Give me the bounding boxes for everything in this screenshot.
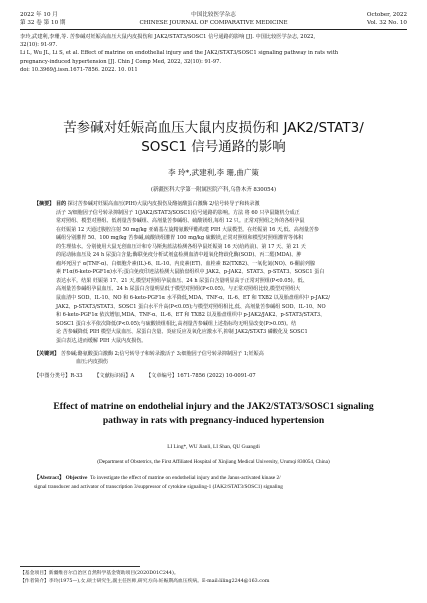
keywords-cn (34, 350, 405, 367)
title-en-line: Effect of matrine on endothelial injury and the JAK2/STAT3/SOSC1 signaling (53, 401, 374, 412)
abstract-line: 素 F1α(6-keto-PGF1α)水平;蛋白免疫印迹法检测大鼠胎盘组织中 JAK2、p-JAK2、STAT3、p-STAT3、SOSC1 蛋白 (56, 269, 325, 276)
doi-link[interactable]: doi: 10.3969/j.issn.1671-7856. 2022. 10. 011 (20, 66, 138, 73)
abstract-en (34, 474, 405, 492)
abstract-line: 论 苦参碱降低 PIH 模型大鼠血压、尿蛋白含量、炎症反应及氧化应激水平,抑制 JAK2/STAT3 磷酸化及 SOSC1 (56, 329, 308, 336)
title-en-line: pathway in rats with pregnancy-induced hypertension (102, 415, 325, 426)
abstract-line: JAK2、p-STAT3/STAT3、SOSC1 蛋白水平升高(P<0.05);与模型对照组相比,低、高剂量苦参碱组 SOD、IL-10、NO (56, 303, 326, 310)
affiliation-cn: (新疆医科大学第一附属医院产科,乌鲁木齐 830054) (150, 187, 277, 193)
journal-name-en: CHINESE JOURNAL OF COMPARATIVE MEDICINE (139, 20, 288, 26)
abstract-line: 活子 3/细胞因子信号转录抑制因子 1(JAK2/STAT3/SOSC1)信号通路的影响。方法 将 60 只孕鼠随机分成正 (56, 209, 300, 216)
affiliation-en: (Department of Obstetrics, the First Affiliated Hospital of Xinjiang Medical University, Urumqi 830054, China) (97, 459, 330, 465)
abstract-line: SOSC1 蛋白水平依次降低(P<0.05);与硫酸镁组相比,高剂量苦参碱组上述指标均无明显改变(P>0.05)。结 (56, 320, 297, 327)
article-meta-cn (34, 372, 405, 379)
abstract-line: 的尾动脉血压及 24 h 尿蛋白含量;酶联免疫分析试剂盒检测血清中超氧化物歧化酶(SOD)、丙二醛(MDA)、肿 (56, 252, 302, 259)
article-number: 【文章编号】1671-7856 (2022) 10-0091-07 (145, 373, 256, 379)
abstract-line: 碱组分别灌胃 50、100 mg/kg 苦参碱,硫酸镁组灌胃 100 mg/kg 硫酸镁,正常对照组和模型对照组灌胃等体积 (56, 235, 304, 242)
citation-line: 李玲,武建利,李珊,等. 苦参碱对妊娠高血压大鼠内皮损伤和 JAK2/STAT3/SOSC1 信号通路的影响 [J]. 中国比较医学杂志, 2022, (20, 34, 316, 40)
abstract-en-line: To investigate the effect of matrine on endothelial injury and the Janus-activated kinase 2/ (90, 475, 281, 481)
abstract-line: 蛋白表达,进而缓解 PIH 大鼠内皮损伤。 (56, 337, 147, 344)
document-code: 【文献标识码】A (94, 373, 135, 379)
header-date: 2022 年 10 月 (20, 12, 58, 18)
footnote-rule (20, 566, 140, 567)
authors-en: LI Ling*, WU Jianli, LI Shan, QU Guangdi (167, 444, 260, 450)
abstract-line: 的生理盐水。分别使用大鼠无创血压计和专马斯焦蓝法检测各组孕鼠妊娠第 16 天(给药前)、第 17 天、第 21 天 (56, 243, 306, 250)
abstract-line: 和 6-keto-PGF1α 依次增加,MDA、TNF-α、IL-6、ET 和 TXB2 以及胎盘组织中 p-JAK2/JAK2、p-STAT3/STAT3、 (56, 312, 326, 319)
journal-name-cn: 中国比较医学杂志 (191, 12, 236, 18)
abstract-cn (34, 200, 405, 345)
header-volume: 第 32 卷 第 10 期 (20, 20, 66, 26)
citation-line: 32(10): 91-97. (20, 42, 58, 49)
abstract-line: 鼠血清中 SOD、IL-10、NO 和 6-keto-PGF1α 水平降低,MDA、TNF-α、IL-6、ET 和 TXB2 以及胎盘组织中 p-JAK2/ (56, 295, 330, 302)
title-cn-line: SOSC1 信号通路的影响 (141, 139, 286, 155)
abstract-label-cn: 【摘要】 目的 (34, 201, 67, 207)
abstract-label-en: 【Abstract】 Objective (34, 475, 88, 481)
header-date-en: October, 2022 (366, 12, 407, 18)
keywords-line: 苦参碱;酪氨酸蛋白激酶 2;信号转导子和转录激活子 3;细胞因子信号转录抑制因子 1;妊娠高 (60, 351, 264, 357)
citation-line: pregnancy-induced hypertension [J]. Chin J Comp Med, 2022, 32(10): 91-97. (20, 58, 222, 65)
abstract-en-line: signal transducer and activator of transcription 3/suppressor of cytokine signaling-1 (JAK2/STAT3/SOSC1) signaling (34, 484, 283, 490)
title-cn-line: 苦参碱对妊娠高血压大鼠内皮损伤和 JAK2/STAT3/ (63, 120, 364, 136)
citation-block (20, 33, 407, 74)
abstract-line: 探讨苦参碱对妊娠高血压(PIH)大鼠内皮损伤及酪氨酸蛋白激酶 2/信号转导子和转录激 (67, 201, 260, 207)
abstract-line: 高剂量苦参碱组孕鼠血压、24 h 尿蛋白含量明显低于模型对照组(P<0.05)。与正常对照组比较,模型对照组大 (56, 286, 301, 293)
abstract-line: 常对照组、模型对照组、低剂量苦参碱组、高剂量苦参碱组、硫酸镁组,每组 12 只。正常对照组之外的各组孕鼠 (56, 218, 305, 225)
clc-number: 【中图分类号】R-33 (34, 373, 83, 379)
header-volume-en: Vol. 32 No. 10 (367, 20, 407, 26)
abstract-line: 表达水平。结果 妊娠第 17、21 天,模型对照组孕鼠血压、24 h 尿蛋白含量明显高于正常对照组(P<0.05)。低、 (56, 277, 308, 284)
keywords-label-cn: 【关键词】 (34, 351, 60, 357)
citation-line: Li L, Wu JL, Li S, et al. Effect of matrine on endothelial injury and the JAK2/STAT3/SOSC1 signaling pathway in rats with (20, 50, 339, 57)
author-note: 【作者简介】李玲(1975—),女,硕士研究生,副主任医师,研究方向:妊娠期高血压疾病。E-mail:liling2244@163.com (20, 578, 270, 584)
header-rule (20, 29, 407, 30)
fund-note: 【基金项目】新疆维吾尔自治区自然科学基金资助项目(2020D01C244)。 (20, 571, 179, 576)
abstract-line: 在妊娠第 12 天通过腹腔注射 50 mg/kg 亚硝基左旋精氨酸甲酯构建 PIH 大鼠模型。在妊娠第 16 天,低、高剂量苦参 (56, 226, 319, 233)
footnotes (20, 570, 405, 585)
abstract-line: 瘤坏死因子 α(TNF-α)、白细胞介素(IL)-6、IL-10、内皮素(ET)、血栓素 B2(TXB2)、一氧化氮(NO)、6-酮前列腺 (56, 260, 315, 267)
article-title-cn (20, 119, 407, 157)
article-title-en (24, 400, 403, 428)
keywords-line: 血压;内皮损伤 (76, 359, 108, 366)
authors-cn: 李 玲*,武建利,李 珊,曲广策 (168, 168, 259, 177)
